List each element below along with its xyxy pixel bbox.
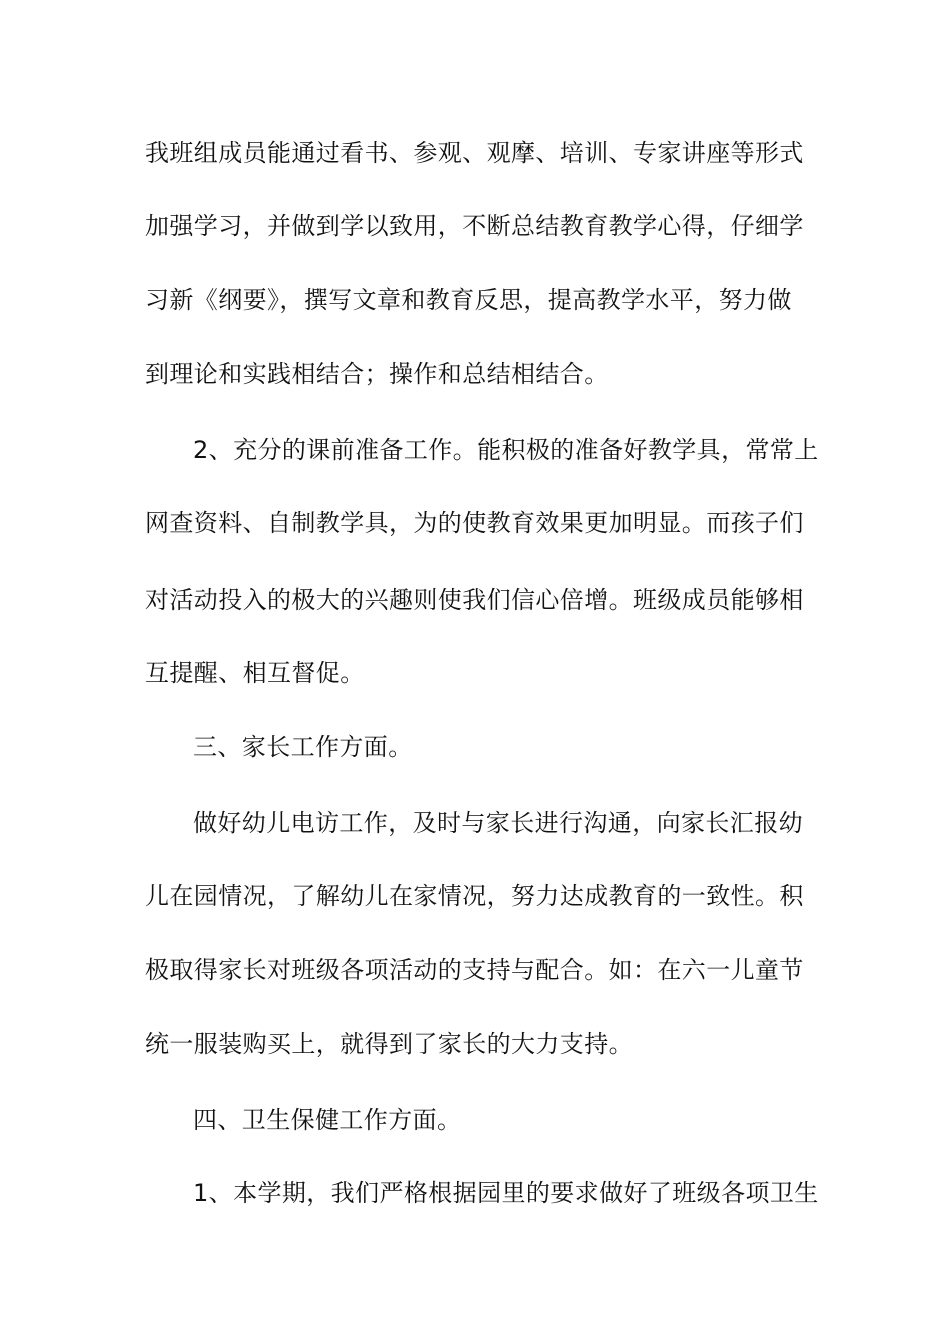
section-heading: 四、卫生保健工作方面。 [193, 1106, 462, 1134]
text-line: 到理论和实践相结合；操作和总结相结合。 [145, 360, 609, 388]
text-line: 极取得家长对班级各项活动的支持与配合。如：在六一儿童节 [145, 956, 804, 984]
text-line: 习新《纲要》，撰写文章和教育反思，提高教学水平，努力做 [145, 286, 792, 314]
text-line: 对活动投入的极大的兴趣则使我们信心倍增。班级成员能够相 [145, 586, 804, 614]
text-line: 我班组成员能通过看书、参观、观摩、培训、专家讲座等形式 [145, 139, 804, 167]
text-line: 做好幼儿电访工作，及时与家长进行沟通，向家长汇报幼 [193, 809, 803, 837]
text-line: 互提醒、相互督促。 [145, 659, 365, 687]
text-line: 加强学习，并做到学以致用，不断总结教育教学心得，仔细学 [145, 212, 804, 240]
text-line: 2、充分的课前准备工作。能积极的准备好教学具，常常上 [193, 436, 819, 464]
text-line: 网查资料、自制教学具，为的使教育效果更加明显。而孩子们 [145, 509, 804, 537]
text-line: 儿在园情况，了解幼儿在家情况，努力达成教育的一致性。积 [145, 882, 804, 910]
section-heading: 三、家长工作方面。 [193, 733, 413, 761]
text-line: 1、本学期，我们严格根据园里的要求做好了班级各项卫生 [193, 1179, 819, 1207]
text-line: 统一服装购买上，就得到了家长的大力支持。 [145, 1030, 633, 1058]
